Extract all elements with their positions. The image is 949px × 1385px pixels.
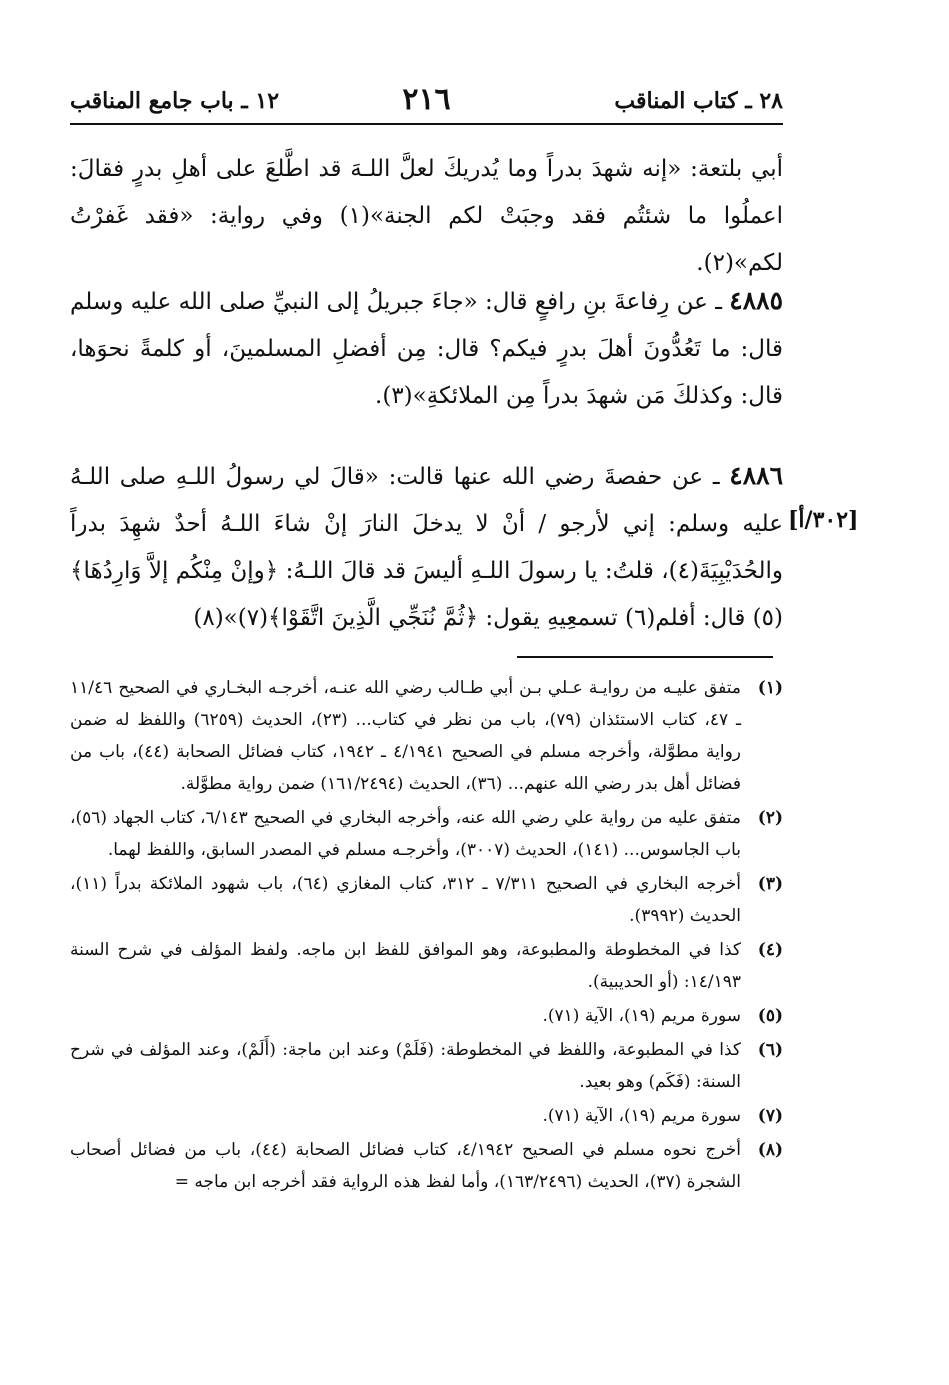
footnote-number: (٧)	[757, 1106, 783, 1126]
manuscript-folio-note: [٣٠٢/أ]	[788, 507, 859, 533]
footnote-number: (١)	[757, 678, 783, 698]
footnote-text: متفق عليه من رواية علي رضي الله عنه، وأخرجه البخاري في الصحيح ٦/١٤٣، كتاب الجهاد (٥٦)، باب الجاسوس... (١٤١)، الحديث (٣٠٠٧)، وأخرجـه مسلم في المصدر السابق، واللفظ لهما.	[70, 808, 741, 860]
footnote-number: (٤)	[757, 940, 783, 960]
hadith-4886	[70, 452, 783, 642]
hadith-number: ٤٨٨٦	[729, 461, 783, 490]
footnote-text: أخرجه البخاري في الصحيح ٧/٣١١ ـ ٣١٢، كتاب المغازي (٦٤)، باب شهود الملائكة بدراً (١١)، الحديث (٣٩٩٢).	[70, 874, 741, 926]
footnote-number: (٥)	[757, 1006, 783, 1026]
header-book-title: ٢٨ ـ كتاب المناقب	[614, 88, 783, 114]
footnote-text: كذا في المطبوعة، واللفظ في المخطوطة: (فَلَمْ) وعند ابن ماجة: (أَلَمْ)، وعند المؤلف في شرح السنة: (فَكَم) وهو بعيد.	[70, 1040, 741, 1092]
footnote-text: سورة مريم (١٩)، الآية (٧١).	[542, 1006, 741, 1026]
footnote-number: (٨)	[757, 1140, 783, 1160]
page-number: ٢١٦	[402, 82, 451, 117]
footnote-number: (٢)	[757, 808, 783, 828]
footnote-text: سورة مريم (١٩)، الآية (٧١).	[542, 1106, 741, 1126]
footnote	[70, 1034, 783, 1098]
footnote-separator	[517, 656, 773, 658]
footnote	[70, 868, 783, 932]
footnote-text: أخرج نحوه مسلم في الصحيح ٤/١٩٤٢، كتاب فضائل الصحابة (٤٤)، باب من فضائل أصحاب الشجرة (٣٧)، الحديث (١٦٣/٢٤٩٦)، وأما لفظ هذه الرواية فقد أخرجه ابن ماجه =	[70, 1140, 741, 1192]
hadith-4885	[70, 277, 783, 420]
footnote	[70, 672, 783, 800]
footnote	[70, 934, 783, 998]
hadith-number: ٤٨٨٥	[729, 286, 783, 315]
footnote-number: (٦)	[757, 1040, 783, 1060]
header-rule	[70, 123, 783, 125]
footnote	[70, 802, 783, 866]
hadith-text: ـ عن رِفاعةَ بنِ رافعٍ قال: «جاءَ جبريلُ إلى النبيِّ صلى الله عليه وسلم قال: ما تَعُدُّونَ أهلَ بدرٍ فيكم؟ قال: مِن أفضلِ المسلمينَ، أو كلمةً نحوَها، قال: وكذلكَ مَن شهدَ بدراً مِن الملائكةِ»(٣).	[70, 289, 783, 409]
footnotes	[70, 672, 783, 1200]
footnote	[70, 1100, 783, 1132]
footnote	[70, 1000, 783, 1032]
header-chapter-title: ١٢ ـ باب جامع المناقب	[70, 88, 280, 114]
paragraph-text: أبي بلتعة: «إنه شهدَ بدراً وما يُدريكَ لعلَّ اللـهَ قد اطَّلعَ على أهلِ بدرٍ فقالَ: اعملُوا ما شئتُم فقد وجبَتْ لكم الجنة»(١) وفي رواية: «فقد غَفرْتُ لكم»(٢).	[70, 156, 783, 276]
page-header	[70, 82, 783, 122]
hadith-text: ـ عن حفصةَ رضي الله عنها قالت: «قالَ لي رسولُ اللـهِ صلى اللـهُ عليه وسلم: إني لأرجو / أنْ لا يدخلَ النارَ إنْ شاءَ اللـهُ أحدٌ شهِدَ بدراً والحُدَيْبِيَةَ(٤)، قلتُ: يا رسولَ اللـهِ أليسَ قد قالَ اللـهُ: ﴿وإنْ مِنْكُم إلاَّ وَارِدُهَا﴾(٥) قال: أفلم(٦) تسمعِيهِ يقول: ﴿ثُمَّ نُنَجِّي الَّذِينَ اتَّقَوْا﴾(٧)»(٨)	[70, 464, 783, 631]
footnote-number: (٣)	[757, 874, 783, 894]
footnote-text: متفق عليـه من روايـة عـلي بـن أبي طـالب رضي الله عنـه، أخرجـه البخـاري في الصحيح ١١/٤٦ ـ ٤٧، كتاب الاستئذان (٧٩)، باب من نظر في كتاب... (٢٣)، الحديث (٦٢٥٩) واللفظ له ضمن رواية مطوَّلة، وأخرجه مسلم في الصحيح ٤/١٩٤١ ـ ١٩٤٢، كتاب فضائل الصحابة (٤٤)، باب من فضائل أهل بدر رضي الله عنهم... (٣٦)، الحديث (١٦١/٢٤٩٤) ضمن رواية مطوَّلة.	[70, 678, 741, 794]
paragraph-continuation	[70, 146, 783, 287]
footnote	[70, 1134, 783, 1198]
footnote-text: كذا في المخطوطة والمطبوعة، وهو الموافق للفظ ابن ماجه. ولفظ المؤلف في شرح السنة ١٤/١٩٣: (أو الحديبية).	[70, 940, 741, 992]
